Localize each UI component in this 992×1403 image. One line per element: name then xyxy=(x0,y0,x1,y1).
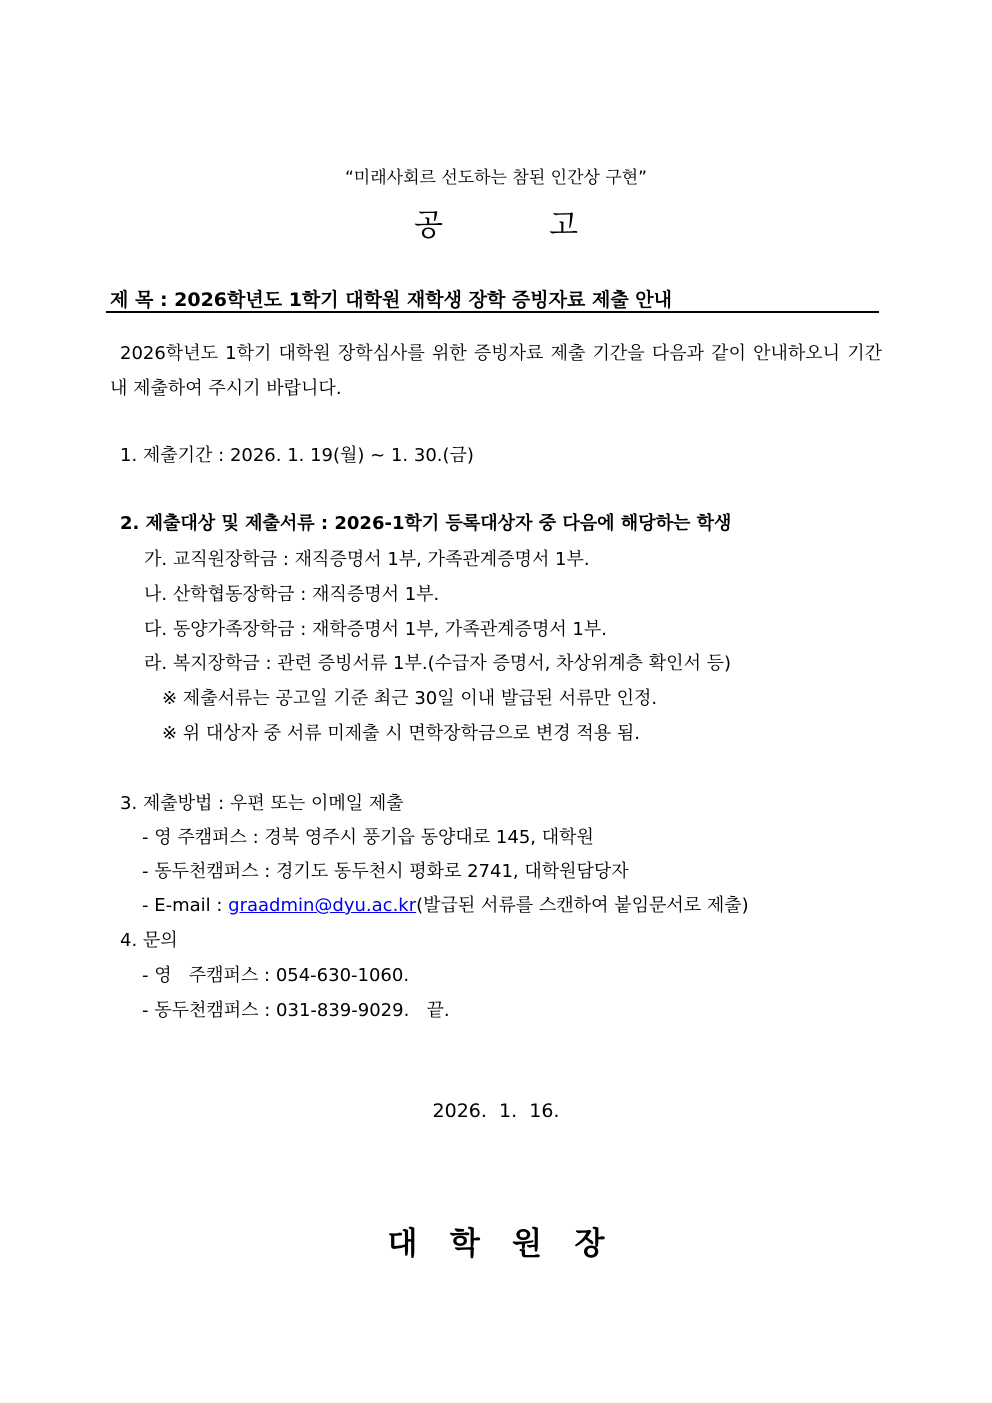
section4-dongducheon: - 동두천캠퍼스 : 031-839-9029. 끝. xyxy=(142,1000,450,1021)
section2-note: ※ 위 대상자 중 서류 미제출 시 면학장학금으로 변경 적용 됨. xyxy=(162,723,640,744)
section3-title: 3. 제출방법 : 우편 또는 이메일 제출 xyxy=(120,793,404,814)
email-link[interactable]: graadmin@dyu.ac.kr xyxy=(228,895,417,916)
motto: “미래사회르 선도하는 참된 인간상 구현” xyxy=(345,168,647,188)
subject-title: 제 목 : 2026학년도 1학기 대학원 재학생 장학 증빙자료 제출 안내 xyxy=(110,289,672,311)
section2-title: 2. 제출대상 및 제출서류 : 2026-1학기 등록대상자 중 다음에 해당하는 학생 xyxy=(120,513,732,534)
signer: 대 학 원 장 xyxy=(387,1226,605,1262)
section2-item: 가. 교직원장학금 : 재직증명서 1부, 가족관계증명서 1부. xyxy=(144,549,590,570)
section3-yeongju: - 영 주캠퍼스 : 경북 영주시 풍기읍 동양대로 145, 대학원 xyxy=(142,827,594,848)
intro-paragraph: 2026학년도 1학기 대학원 장학심사를 위한 증빙자료 제출 기간을 다음과 같이 안내하오니 기간 내 제출하여 주시기 바랍니다. xyxy=(110,343,882,399)
section3-email xyxy=(142,891,749,917)
subject-underline xyxy=(106,311,879,313)
section2-note: ※ 제출서류는 공고일 기준 최근 30일 이내 발급된 서류만 인정. xyxy=(162,688,658,709)
notice-heading xyxy=(0,200,992,244)
heading-char-1: 공 xyxy=(414,208,443,243)
email-suffix: (발급된 서류를 스캔하여 붙임문서로 제출) xyxy=(416,895,749,916)
section2-item: 다. 동양가족장학금 : 재학증명서 1부, 가족관계증명서 1부. xyxy=(144,619,607,640)
section1-period: 1. 제출기간 : 2026. 1. 19(월) ~ 1. 30.(금) xyxy=(120,445,474,466)
notice-date: 2026. 1. 16. xyxy=(432,1100,560,1122)
heading-char-2: 고 xyxy=(549,208,578,243)
email-prefix: - E-mail : xyxy=(142,895,229,916)
section2-item: 라. 복지장학금 : 관련 증빙서류 1부.(수급자 증명서, 차상위계층 확인서 등) xyxy=(144,653,732,674)
section4-yeongju: - 영 주캠퍼스 : 054-630-1060. xyxy=(142,965,410,986)
section4-title: 4. 문의 xyxy=(120,930,178,951)
section2-item: 나. 산학협동장학금 : 재직증명서 1부. xyxy=(144,584,440,605)
section3-dongducheon: - 동두천캠퍼스 : 경기도 동두천시 평화로 2741, 대학원담당자 xyxy=(142,861,629,882)
